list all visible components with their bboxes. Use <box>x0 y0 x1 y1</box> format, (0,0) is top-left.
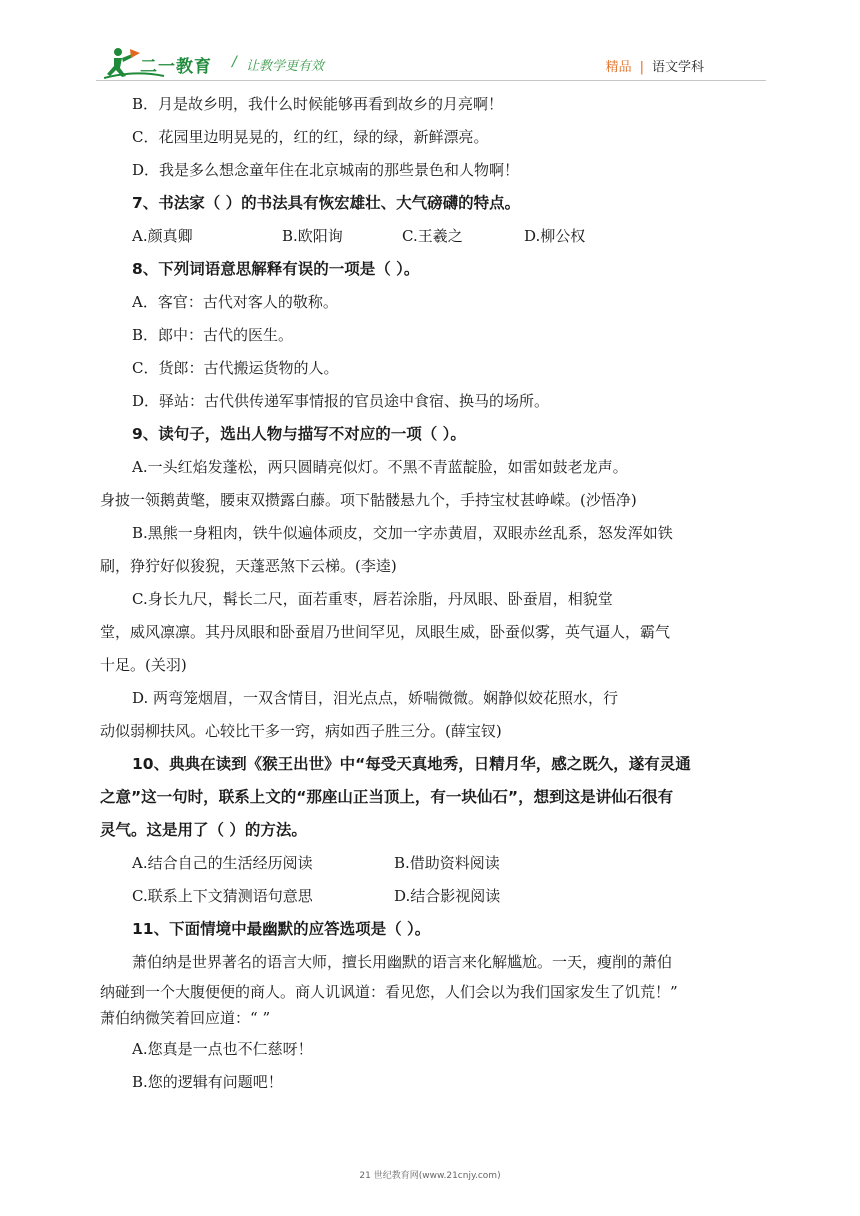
option-line: B.黑熊一身粗肉，铁牛似遍体顽皮，交加一字赤黄眉，双眼赤丝乱系，怒发浑如铁 <box>132 524 673 542</box>
question-8: 8、下列词语意思解释有误的一项是（ ）。 <box>132 260 420 278</box>
option-line: C．货郎：古代搬运货物的人。 <box>132 359 339 377</box>
option-line: B.您的逻辑有问题吧！ <box>132 1073 283 1091</box>
option-d: D.柳公权 <box>524 227 586 245</box>
question-7: 7、书法家（ ）的书法具有恢宏雄壮、大气磅礴的特点。 <box>132 194 521 212</box>
option-line: 身披一领鹅黄氅，腰束双攒露白藤。项下骷髅悬九个，手持宝杖甚峥嵘。(沙悟净) <box>100 491 637 509</box>
document-body <box>100 88 768 1099</box>
option-line: A．客官：古代对客人的敬称。 <box>132 293 338 311</box>
header-slash: / <box>232 54 237 70</box>
page-footer: 21 世纪教育网(www.21cnjy.com) <box>359 1171 501 1181</box>
page-header <box>0 0 860 90</box>
passage-line: 纳碰到一个大腹便便的商人。商人讥讽道：看见您，人们会以为我们国家发生了饥荒！” <box>100 983 678 1001</box>
question-11: 11、下面情境中最幽默的应答选项是（ ）。 <box>132 920 431 938</box>
option-line: D．我是多么想念童年住在北京城南的那些景色和人物啊！ <box>132 161 520 179</box>
question-10: 10、典典在读到《猴王出世》中“每受天真地秀，日精月华，感之既久，遂有灵通 <box>132 755 691 773</box>
header-slogan: 让教学更有效 <box>246 59 325 74</box>
question-10-cont: 灵气。这是用了（ ）的方法。 <box>100 821 307 839</box>
header-rule <box>96 80 766 81</box>
logo-text: 二一教育 <box>140 57 212 77</box>
option-c: C.联系上下文猜测语句意思 <box>132 887 313 905</box>
header-right <box>606 56 704 75</box>
option-d: D.结合影视阅读 <box>394 887 501 905</box>
question-10-options <box>100 847 768 880</box>
header-separator: | <box>639 60 644 75</box>
option-line: 刷，狰狞好似狻猊，天蓬恶煞下云梯。(李逵) <box>100 557 397 575</box>
header-badge: 精品 <box>605 60 632 75</box>
option-line: A.您真是一点也不仁慈呀！ <box>132 1040 313 1058</box>
option-line: B．月是故乡明，我什么时候能够再看到故乡的月亮啊！ <box>132 95 504 113</box>
passage-line: 萧伯纳微笑着回应道：“ ” <box>100 1009 271 1027</box>
option-line: C．花园里边明晃晃的，红的红，绿的绿，新鲜漂亮。 <box>132 128 489 146</box>
question-7-options <box>100 220 768 253</box>
question-10-cont: 之意”这一句时，联系上文的“那座山正当顶上，有一块仙石”，想到这是讲仙石很有 <box>100 788 674 806</box>
option-line: 十足。(关羽) <box>100 656 187 674</box>
option-line: D．驿站：古代供传递军事情报的官员途中食宿、换马的场所。 <box>132 392 550 410</box>
option-c: C.王羲之 <box>402 227 463 245</box>
option-a: A.颜真卿 <box>132 227 193 245</box>
option-line: C.身长九尺，髯长二尺，面若重枣，唇若涂脂，丹凤眼、卧蚕眉，相貌堂 <box>132 590 613 608</box>
option-b: B.欧阳询 <box>282 227 343 245</box>
option-line: D. 两弯笼烟眉，一双含情目，泪光点点，娇喘微微。娴静似姣花照水，行 <box>132 689 619 707</box>
option-line: B．郎中：古代的医生。 <box>132 326 294 344</box>
option-b: B.借助资料阅读 <box>394 854 500 872</box>
option-line: 动似弱柳扶风。心较比干多一窍，病如西子胜三分。(薛宝钗) <box>100 722 502 740</box>
question-9: 9、读句子，选出人物与描写不对应的一项（ ）。 <box>132 425 466 443</box>
question-10-options <box>100 880 768 913</box>
option-line: 堂，威风凛凛。其丹凤眼和卧蚕眉乃世间罕见，凤眼生威，卧蚕似雾，英气逼人，霸气 <box>100 623 671 641</box>
option-line: A.一头红焰发蓬松，两只圆睛亮似灯。不黑不青蓝靛脸，如雷如鼓老龙声。 <box>132 458 628 476</box>
option-a: A.结合自己的生活经历阅读 <box>132 854 313 872</box>
header-subject: 语文学科 <box>651 60 704 75</box>
passage-line: 萧伯纳是世界著名的语言大师，擅长用幽默的语言来化解尴尬。一天，瘦削的萧伯 <box>132 953 673 971</box>
